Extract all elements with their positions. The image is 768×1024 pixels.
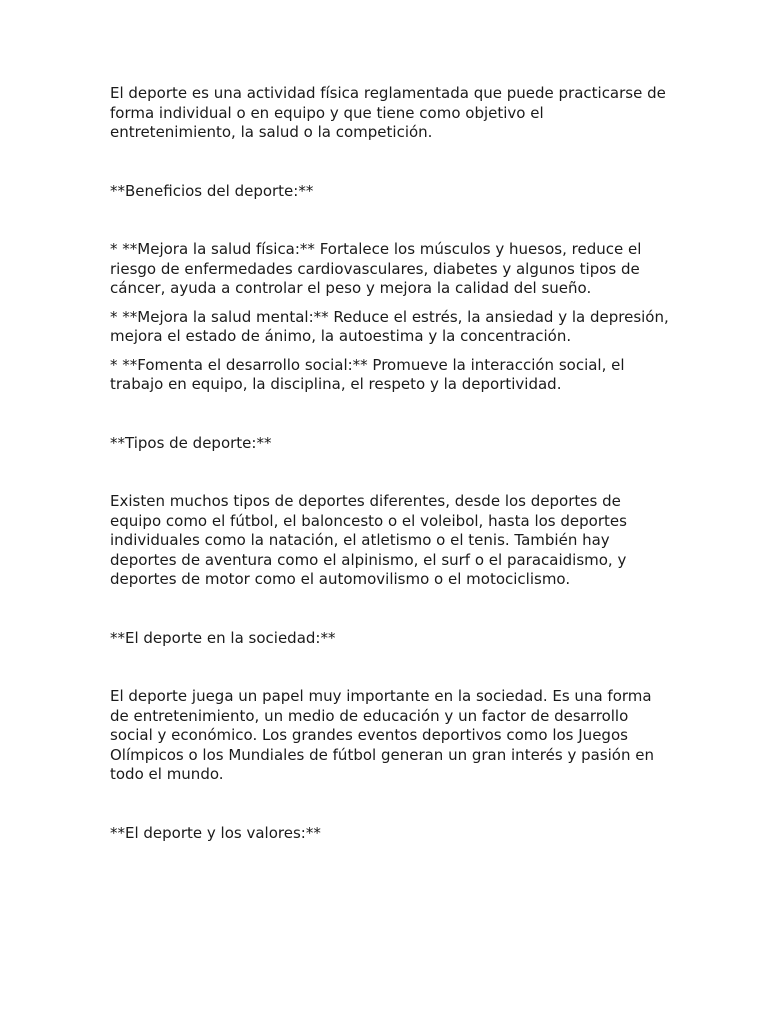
types-paragraph: Existen muchos tipos de deportes diferentes, desde los deportes de equipo como el fútbol, el baloncesto o el voleibol, hasta los deportes individuales como la natación, el atletismo o el tenis. También hay deportes de aventura como el alpinismo, el surf o el paracaidismo, y deportes de motor como el automovilismo o el motociclismo.: [110, 492, 627, 588]
heading-society: **El deporte en la sociedad:**: [110, 628, 336, 647]
society-paragraph: El deporte juega un papel muy importante en la sociedad. Es una forma de entretenimiento, un medio de educación y un factor de desarrollo social y económico. Los grandes eventos deportivos como los Juegos Olímpicos o los Mundiales de fútbol generan un gran interés y pasión en todo el mundo.: [110, 687, 654, 783]
heading-types: **Tipos de deporte:**: [110, 433, 272, 452]
intro-paragraph: El deporte es una actividad física reglamentada que puede practicarse de forma individual o en equipo y que tiene como objetivo el entretenimiento, la salud o la competición.: [110, 84, 666, 141]
heading-values: **El deporte y los valores:**: [110, 823, 321, 842]
heading-benefits: **Beneficios del deporte:**: [110, 181, 314, 200]
bullet-physical-health: * **Mejora la salud física:** Fortalece los músculos y huesos, reduce el riesgo de enfermedades cardiovasculares, diabetes y algunos tipos de cáncer, ayuda a controlar el peso y mejora la calidad del sueño.: [110, 240, 642, 297]
bullet-social-development: * **Fomenta el desarrollo social:** Promueve la interacción social, el trabajo en equipo, la disciplina, el respeto y la deportividad.: [110, 355, 625, 393]
document-page: [110, 84, 670, 843]
bullet-mental-health: * **Mejora la salud mental:** Reduce el estrés, la ansiedad y la depresión, mejora el estado de ánimo, la autoestima y la concentración.: [110, 307, 669, 345]
